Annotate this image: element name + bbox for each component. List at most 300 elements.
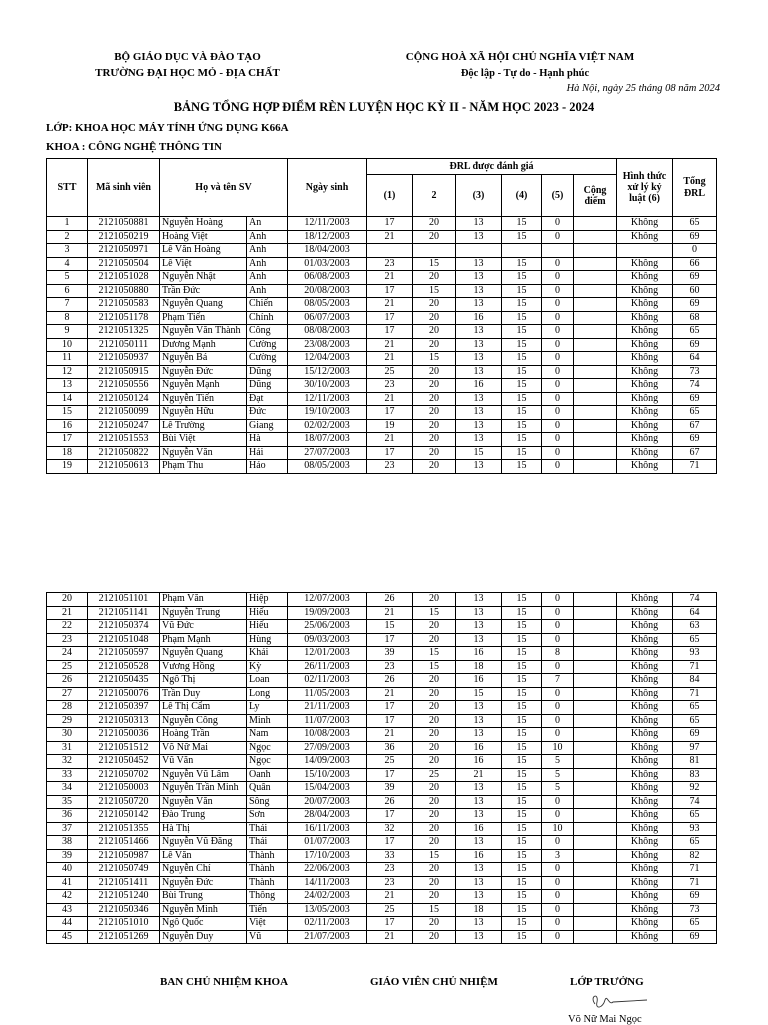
cell-discipline: Không (617, 433, 673, 447)
cell-stt: 7 (47, 298, 88, 312)
cell-c3: 16 (456, 647, 502, 661)
cell-dob: 25/06/2003 (288, 620, 367, 634)
cell-c1: 17 (367, 714, 413, 728)
cell-total: 92 (673, 782, 717, 796)
cell-stt: 24 (47, 647, 88, 661)
table-row (47, 849, 717, 863)
cell-dob: 11/07/2003 (288, 714, 367, 728)
col-total: Tổng ĐRL (673, 159, 717, 217)
cell-c4: 15 (502, 836, 542, 850)
cell-c2: 20 (413, 311, 456, 325)
cell-dob: 23/08/2003 (288, 338, 367, 352)
cell-c1: 21 (367, 728, 413, 742)
cell-c5: 0 (542, 298, 574, 312)
cell-total: 67 (673, 446, 717, 460)
cell-bonus (574, 230, 617, 244)
table-row (47, 674, 717, 688)
cell-c5: 0 (542, 633, 574, 647)
cell-student-id: 2121051101 (88, 593, 160, 607)
cell-bonus (574, 687, 617, 701)
cell-c4: 15 (502, 728, 542, 742)
cell-surname: Nguyễn Trung (160, 606, 247, 620)
cell-discipline: Không (617, 647, 673, 661)
cell-surname: Dương Mạnh (160, 338, 247, 352)
cell-student-id: 2121051048 (88, 633, 160, 647)
cell-bonus (574, 633, 617, 647)
cell-bonus (574, 446, 617, 460)
cell-c3: 13 (456, 325, 502, 339)
cell-dob: 14/11/2003 (288, 876, 367, 890)
cell-c1: 25 (367, 365, 413, 379)
cell-given-name: Thành (247, 876, 288, 890)
cell-c5: 5 (542, 755, 574, 769)
cell-c4: 15 (502, 714, 542, 728)
cell-stt: 27 (47, 687, 88, 701)
cell-bonus (574, 406, 617, 420)
cell-discipline: Không (617, 930, 673, 944)
cell-c4: 15 (502, 433, 542, 447)
cell-c3: 13 (456, 930, 502, 944)
cell-total: 65 (673, 406, 717, 420)
cell-c5: 5 (542, 782, 574, 796)
cell-given-name: Hùng (247, 633, 288, 647)
cell-surname: Hoàng Trần (160, 728, 247, 742)
cell-c4: 15 (502, 930, 542, 944)
cell-total: 64 (673, 606, 717, 620)
cell-c5: 10 (542, 822, 574, 836)
cell-bonus (574, 822, 617, 836)
cell-stt: 6 (47, 284, 88, 298)
cell-total: 69 (673, 338, 717, 352)
cell-stt: 29 (47, 714, 88, 728)
cell-stt: 33 (47, 768, 88, 782)
cell-student-id: 2121051553 (88, 433, 160, 447)
cell-c3: 16 (456, 755, 502, 769)
cell-c2: 15 (413, 257, 456, 271)
table-row (47, 379, 717, 393)
cell-bonus (574, 755, 617, 769)
cell-c4: 15 (502, 620, 542, 634)
cell-surname: Phạm Mạnh (160, 633, 247, 647)
table-row (47, 271, 717, 285)
cell-bonus (574, 325, 617, 339)
cell-student-id: 2121050971 (88, 244, 160, 258)
cell-dob: 17/10/2003 (288, 849, 367, 863)
cell-bonus (574, 244, 617, 258)
cell-c1: 33 (367, 849, 413, 863)
cell-c1: 17 (367, 406, 413, 420)
cell-total: 73 (673, 365, 717, 379)
cell-stt: 44 (47, 917, 88, 931)
cell-stt: 23 (47, 633, 88, 647)
cell-dob: 06/08/2003 (288, 271, 367, 285)
col-student-id: Mã sinh viên (88, 159, 160, 217)
cell-bonus (574, 352, 617, 366)
cell-discipline: Không (617, 284, 673, 298)
cell-c2: 20 (413, 741, 456, 755)
cell-c3: 16 (456, 674, 502, 688)
cell-c2: 20 (413, 325, 456, 339)
cell-total: 71 (673, 660, 717, 674)
cell-c4: 15 (502, 633, 542, 647)
cell-c2: 20 (413, 701, 456, 715)
table-row (47, 768, 717, 782)
cell-c2: 20 (413, 230, 456, 244)
cell-given-name: Kỳ (247, 660, 288, 674)
cell-discipline: Không (617, 230, 673, 244)
cell-c2: 20 (413, 620, 456, 634)
cell-c2 (413, 244, 456, 258)
cell-stt: 18 (47, 446, 88, 460)
cell-student-id: 2121050583 (88, 298, 160, 312)
cell-dob: 02/11/2003 (288, 917, 367, 931)
cell-c2: 20 (413, 917, 456, 931)
cell-dob: 01/07/2003 (288, 836, 367, 850)
cell-bonus (574, 674, 617, 688)
cell-total: 65 (673, 809, 717, 823)
cell-stt: 21 (47, 606, 88, 620)
cell-bonus (574, 917, 617, 931)
cell-c3: 13 (456, 284, 502, 298)
table-row (47, 365, 717, 379)
cell-given-name: Hiệp (247, 593, 288, 607)
cell-c2: 20 (413, 365, 456, 379)
cell-c2: 20 (413, 714, 456, 728)
cell-bonus (574, 365, 617, 379)
cell-surname: Nguyễn Hữu (160, 406, 247, 420)
cell-total: 65 (673, 714, 717, 728)
cell-c3: 18 (456, 660, 502, 674)
cell-c2: 20 (413, 863, 456, 877)
cell-c1: 26 (367, 795, 413, 809)
cell-c3: 13 (456, 419, 502, 433)
cell-total: 81 (673, 755, 717, 769)
cell-given-name: Đức (247, 406, 288, 420)
cell-c3: 13 (456, 298, 502, 312)
cell-given-name: Hải (247, 446, 288, 460)
table-row (47, 687, 717, 701)
cell-c2: 20 (413, 782, 456, 796)
cell-c3 (456, 244, 502, 258)
cell-stt: 31 (47, 741, 88, 755)
cell-total: 66 (673, 257, 717, 271)
cell-c4: 15 (502, 674, 542, 688)
table-row (47, 701, 717, 715)
cell-c2: 20 (413, 406, 456, 420)
cell-dob: 12/11/2003 (288, 392, 367, 406)
cell-student-id: 2121051355 (88, 822, 160, 836)
cell-discipline: Không (617, 768, 673, 782)
cell-bonus (574, 903, 617, 917)
cell-discipline: Không (617, 903, 673, 917)
cell-total: 60 (673, 284, 717, 298)
cell-c5: 0 (542, 795, 574, 809)
cell-c3: 16 (456, 741, 502, 755)
cell-c5: 0 (542, 714, 574, 728)
cell-c2: 15 (413, 352, 456, 366)
table-row (47, 620, 717, 634)
cell-bonus (574, 284, 617, 298)
cell-discipline: Không (617, 701, 673, 715)
cell-c5: 0 (542, 325, 574, 339)
cell-c3: 13 (456, 917, 502, 931)
cell-discipline: Không (617, 890, 673, 904)
cell-stt: 34 (47, 782, 88, 796)
table-row (47, 446, 717, 460)
cell-student-id: 2121050702 (88, 768, 160, 782)
class-line: LỚP: KHOA HỌC MÁY TÍNH ỨNG DỤNG K66A (46, 122, 289, 134)
cell-dob: 08/05/2003 (288, 460, 367, 474)
cell-c1 (367, 244, 413, 258)
cell-bonus (574, 620, 617, 634)
cell-surname: Nguyễn Trần Minh (160, 782, 247, 796)
cell-discipline: Không (617, 379, 673, 393)
cell-student-id: 2121051466 (88, 836, 160, 850)
cell-c4: 15 (502, 903, 542, 917)
cell-c3: 16 (456, 849, 502, 863)
cell-dob: 15/04/2003 (288, 782, 367, 796)
cell-given-name: Việt (247, 917, 288, 931)
cell-given-name: Cường (247, 352, 288, 366)
cell-total: 93 (673, 647, 717, 661)
cell-discipline: Không (617, 392, 673, 406)
cell-given-name: Chính (247, 311, 288, 325)
cell-c1: 15 (367, 620, 413, 634)
table-row (47, 460, 717, 474)
cell-surname: Lê Trường (160, 419, 247, 433)
cell-dob: 30/10/2003 (288, 379, 367, 393)
cell-discipline: Không (617, 836, 673, 850)
col-c1: (1) (367, 175, 413, 217)
cell-given-name: An (247, 217, 288, 231)
cell-c5: 0 (542, 876, 574, 890)
cell-c5: 0 (542, 620, 574, 634)
cell-c1: 23 (367, 863, 413, 877)
cell-stt: 11 (47, 352, 88, 366)
cell-stt: 43 (47, 903, 88, 917)
homeroom-teacher-label: GIÁO VIÊN CHỦ NHIỆM (370, 976, 498, 988)
cell-c1: 17 (367, 701, 413, 715)
table-row (47, 836, 717, 850)
cell-total: 64 (673, 352, 717, 366)
cell-student-id: 2121051512 (88, 741, 160, 755)
cell-total: 69 (673, 433, 717, 447)
cell-c5: 0 (542, 379, 574, 393)
cell-c5: 0 (542, 406, 574, 420)
cell-given-name: Hiếu (247, 606, 288, 620)
cell-c3: 13 (456, 392, 502, 406)
cell-c5: 0 (542, 257, 574, 271)
cell-discipline: Không (617, 714, 673, 728)
cell-c4: 15 (502, 890, 542, 904)
cell-bonus (574, 660, 617, 674)
cell-surname: Trần Đức (160, 284, 247, 298)
cell-c5: 0 (542, 836, 574, 850)
cell-student-id: 2121050111 (88, 338, 160, 352)
country-name: CỘNG HOÀ XÃ HỘI CHỦ NGHĨA VIỆT NAM (405, 51, 635, 63)
cell-surname: Vũ Đức (160, 620, 247, 634)
cell-c1: 23 (367, 460, 413, 474)
col-c2: 2 (413, 175, 456, 217)
cell-c5: 0 (542, 419, 574, 433)
cell-given-name: Minh (247, 714, 288, 728)
cell-discipline: Không (617, 795, 673, 809)
cell-surname: Hoàng Việt (160, 230, 247, 244)
cell-stt: 32 (47, 755, 88, 769)
cell-surname: Nguyễn Minh (160, 903, 247, 917)
cell-c5: 0 (542, 311, 574, 325)
cell-dob: 13/05/2003 (288, 903, 367, 917)
cell-student-id: 2121050036 (88, 728, 160, 742)
cell-c5: 0 (542, 217, 574, 231)
cell-c3: 13 (456, 809, 502, 823)
cell-given-name: Anh (247, 244, 288, 258)
cell-c5: 0 (542, 890, 574, 904)
cell-stt: 38 (47, 836, 88, 850)
cell-total: 69 (673, 392, 717, 406)
cell-surname: Lê Thị Cẩm (160, 701, 247, 715)
national-motto: Độc lập - Tự do - Hạnh phúc (460, 68, 590, 79)
cell-total: 68 (673, 311, 717, 325)
cell-bonus (574, 930, 617, 944)
cell-total: 67 (673, 419, 717, 433)
cell-c5: 0 (542, 284, 574, 298)
cell-dob: 21/07/2003 (288, 930, 367, 944)
cell-c5: 0 (542, 701, 574, 715)
cell-c4: 15 (502, 338, 542, 352)
cell-c5: 7 (542, 674, 574, 688)
cell-c3: 13 (456, 701, 502, 715)
cell-surname: Lê Việt (160, 257, 247, 271)
class-monitor-label: LỚP TRƯỞNG (570, 976, 644, 988)
table-row (47, 741, 717, 755)
monitor-name: Võ Nữ Mai Ngọc (568, 1014, 642, 1025)
cell-discipline: Không (617, 917, 673, 931)
col-dob: Ngày sinh (288, 159, 367, 217)
cell-stt: 14 (47, 392, 88, 406)
cell-c3: 13 (456, 620, 502, 634)
cell-c5: 0 (542, 728, 574, 742)
col-full-name: Họ và tên SV (160, 159, 288, 217)
cell-surname: Ngô Quốc (160, 917, 247, 931)
cell-dob: 16/11/2003 (288, 822, 367, 836)
cell-total: 65 (673, 217, 717, 231)
cell-surname: Ngô Thị (160, 674, 247, 688)
table-row (47, 890, 717, 904)
cell-c4: 15 (502, 647, 542, 661)
cell-c4: 15 (502, 365, 542, 379)
cell-discipline: Không (617, 809, 673, 823)
cell-c5: 0 (542, 606, 574, 620)
cell-total: 0 (673, 244, 717, 258)
cell-c3: 21 (456, 768, 502, 782)
cell-c1: 21 (367, 352, 413, 366)
cell-c1: 17 (367, 809, 413, 823)
cell-student-id: 2121051411 (88, 876, 160, 890)
cell-dob: 15/12/2003 (288, 365, 367, 379)
cell-c4: 15 (502, 687, 542, 701)
cell-c5: 0 (542, 660, 574, 674)
cell-c3: 13 (456, 433, 502, 447)
cell-c3: 15 (456, 446, 502, 460)
cell-bonus (574, 298, 617, 312)
cell-c5: 0 (542, 446, 574, 460)
cell-total: 97 (673, 741, 717, 755)
cell-c1: 39 (367, 647, 413, 661)
cell-given-name: Anh (247, 271, 288, 285)
cell-discipline: Không (617, 406, 673, 420)
table-row (47, 433, 717, 447)
cell-bonus (574, 701, 617, 715)
cell-student-id: 2121050124 (88, 392, 160, 406)
cell-stt: 22 (47, 620, 88, 634)
cell-c3: 13 (456, 606, 502, 620)
cell-stt: 42 (47, 890, 88, 904)
cell-student-id: 2121050881 (88, 217, 160, 231)
cell-c1: 21 (367, 392, 413, 406)
cell-given-name: Hà (247, 433, 288, 447)
cell-c2: 20 (413, 446, 456, 460)
cell-dob: 20/07/2003 (288, 795, 367, 809)
cell-bonus (574, 338, 617, 352)
cell-c1: 25 (367, 903, 413, 917)
cell-c3: 13 (456, 271, 502, 285)
cell-surname: Phạm Văn (160, 593, 247, 607)
cell-discipline: Không (617, 460, 673, 474)
cell-bonus (574, 271, 617, 285)
cell-c2: 20 (413, 419, 456, 433)
cell-given-name: Dũng (247, 379, 288, 393)
cell-surname: Nguyễn Nhật (160, 271, 247, 285)
cell-discipline: Không (617, 446, 673, 460)
cell-stt: 10 (47, 338, 88, 352)
cell-c3: 13 (456, 795, 502, 809)
cell-student-id: 2121050822 (88, 446, 160, 460)
cell-c2: 20 (413, 298, 456, 312)
cell-dob: 19/10/2003 (288, 406, 367, 420)
cell-given-name: Đạt (247, 392, 288, 406)
cell-student-id: 2121050313 (88, 714, 160, 728)
cell-dob: 02/02/2003 (288, 419, 367, 433)
cell-total: 69 (673, 230, 717, 244)
page-title: BẢNG TỔNG HỢP ĐIỂM RÈN LUYỆN HỌC KỲ II - NĂM HỌC 2023 - 2024 (173, 100, 595, 114)
cell-bonus (574, 863, 617, 877)
cell-bonus (574, 460, 617, 474)
table-row (47, 822, 717, 836)
cell-dob: 02/11/2003 (288, 674, 367, 688)
cell-bonus (574, 795, 617, 809)
cell-surname: Phạm Tiến (160, 311, 247, 325)
cell-c1: 21 (367, 687, 413, 701)
cell-surname: Đào Trung (160, 809, 247, 823)
cell-given-name: Ngọc (247, 741, 288, 755)
cell-c4: 15 (502, 660, 542, 674)
cell-c5: 0 (542, 352, 574, 366)
cell-given-name: Oanh (247, 768, 288, 782)
cell-c1: 17 (367, 446, 413, 460)
cell-c1: 21 (367, 230, 413, 244)
cell-c2: 15 (413, 647, 456, 661)
cell-dob: 14/09/2003 (288, 755, 367, 769)
cell-c2: 20 (413, 593, 456, 607)
cell-c5: 10 (542, 741, 574, 755)
cell-c2: 20 (413, 433, 456, 447)
col-c5: (5) (542, 175, 574, 217)
cell-total: 65 (673, 633, 717, 647)
cell-c1: 25 (367, 755, 413, 769)
table-row (47, 903, 717, 917)
cell-stt: 39 (47, 849, 88, 863)
